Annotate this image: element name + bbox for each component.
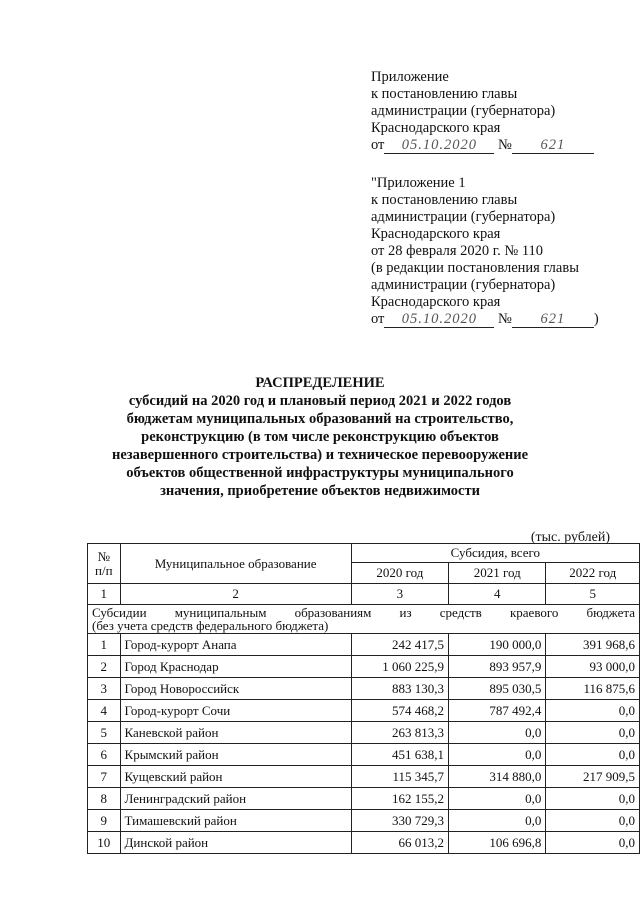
row-value-2020: 1 060 225,9 xyxy=(351,656,448,678)
appendix1-line: "Приложение 1 xyxy=(371,175,466,191)
table-row xyxy=(88,634,640,656)
row-number: 6 xyxy=(88,744,121,766)
appendix-line: Приложение xyxy=(371,69,449,85)
row-value-2022: 217 909,5 xyxy=(546,766,640,788)
header-year: 2021 год xyxy=(449,563,546,584)
appendix1-line: администрации (губернатора) xyxy=(371,209,556,225)
row-value-2020: 66 013,2 xyxy=(351,832,448,854)
column-number: 5 xyxy=(546,584,640,605)
row-value-2020: 115 345,7 xyxy=(351,766,448,788)
section-text: Субсидии муниципальным образованиям из средств краевого бюджета xyxy=(92,605,635,620)
column-number: 2 xyxy=(120,584,351,605)
row-value-2021: 895 030,5 xyxy=(449,678,546,700)
table-row xyxy=(88,744,640,766)
handwritten-date: 05.10.2020 xyxy=(384,312,494,328)
appendix-line: Краснодарского края xyxy=(371,120,501,136)
row-value-2020: 451 638,1 xyxy=(351,744,448,766)
title-line: субсидий на 2020 год и плановый период 2021 и 2022 годов xyxy=(128,393,512,409)
column-number-row xyxy=(88,584,640,605)
row-value-2021: 0,0 xyxy=(449,722,546,744)
row-value-2022: 391 968,6 xyxy=(546,634,640,656)
number-prefix: № xyxy=(498,311,512,327)
appendix-header xyxy=(371,69,594,154)
row-municipality: Крымский район xyxy=(120,744,351,766)
appendix1-date-line xyxy=(371,311,599,328)
table-row xyxy=(88,678,640,700)
title-line: незавершенного строительства) и техническое перевооружение xyxy=(111,447,529,463)
title-line: бюджетам муниципальных образований на строительство, xyxy=(126,411,514,427)
table-row xyxy=(88,700,640,722)
appendix-line: администрации (губернатора) xyxy=(371,103,556,119)
row-value-2021: 190 000,0 xyxy=(449,634,546,656)
row-value-2021: 0,0 xyxy=(449,810,546,832)
row-municipality: Каневской район xyxy=(120,722,351,744)
table-row xyxy=(88,766,640,788)
appendix1-line: Краснодарского края xyxy=(371,226,501,242)
row-number: 4 xyxy=(88,700,121,722)
header-number-text: п/п xyxy=(95,562,113,578)
handwritten-number: 621 xyxy=(512,312,594,328)
row-number: 8 xyxy=(88,788,121,810)
row-value-2021: 106 696,8 xyxy=(449,832,546,854)
row-value-2020: 574 468,2 xyxy=(351,700,448,722)
header-municipality: Муниципальное образование xyxy=(120,544,351,584)
document-title xyxy=(0,374,640,500)
appendix1-line: Краснодарского края xyxy=(371,294,501,310)
column-number: 1 xyxy=(88,584,121,605)
table-row xyxy=(88,656,640,678)
header-year: 2022 год xyxy=(546,563,640,584)
row-municipality: Город-курорт Сочи xyxy=(120,700,351,722)
header-year: 2020 год xyxy=(351,563,448,584)
row-value-2021: 314 880,0 xyxy=(449,766,546,788)
appendix-date-line xyxy=(371,137,594,154)
subsidy-table xyxy=(87,543,640,854)
row-value-2022: 0,0 xyxy=(546,722,640,744)
row-value-2020: 330 729,3 xyxy=(351,810,448,832)
row-value-2021: 787 492,4 xyxy=(449,700,546,722)
date-prefix: от xyxy=(371,137,385,153)
handwritten-number: 621 xyxy=(512,138,594,154)
closing-paren: ) xyxy=(593,311,599,327)
table-row xyxy=(88,788,640,810)
row-municipality: Город Краснодар xyxy=(120,656,351,678)
row-municipality: Тимашевский район xyxy=(120,810,351,832)
table-row xyxy=(88,722,640,744)
section-row xyxy=(88,605,640,634)
section-text: (без учета средств федерального бюджета) xyxy=(92,618,329,633)
date-prefix: от xyxy=(371,311,385,327)
row-value-2020: 242 417,5 xyxy=(351,634,448,656)
row-number: 5 xyxy=(88,722,121,744)
title-line: реконструкцию (в том числе реконструкцию объектов xyxy=(141,429,499,445)
row-value-2022: 0,0 xyxy=(546,700,640,722)
row-value-2022: 93 000,0 xyxy=(546,656,640,678)
row-value-2022: 0,0 xyxy=(546,744,640,766)
appendix1-line: администрации (губернатора) xyxy=(371,277,556,293)
appendix1-line: от 28 февраля 2020 г. № 110 xyxy=(371,243,544,259)
handwritten-date: 05.10.2020 xyxy=(384,138,494,154)
row-number: 9 xyxy=(88,810,121,832)
row-value-2021: 893 957,9 xyxy=(449,656,546,678)
row-municipality: Динской район xyxy=(120,832,351,854)
row-municipality: Кущевский район xyxy=(120,766,351,788)
units-label: (тыс. рублей) xyxy=(530,530,610,545)
appendix1-header xyxy=(371,175,599,328)
row-value-2020: 263 813,3 xyxy=(351,722,448,744)
row-number: 2 xyxy=(88,656,121,678)
row-number: 7 xyxy=(88,766,121,788)
row-value-2022: 0,0 xyxy=(546,810,640,832)
table-header-row xyxy=(88,544,640,563)
row-value-2022: 116 875,6 xyxy=(546,678,640,700)
row-number: 1 xyxy=(88,634,121,656)
header-subsidy: Субсидия, всего xyxy=(351,544,639,563)
row-municipality: Ленинградский район xyxy=(120,788,351,810)
appendix1-line: к постановлению главы xyxy=(371,192,518,208)
section-caption xyxy=(88,605,640,634)
row-value-2022: 0,0 xyxy=(546,788,640,810)
row-value-2021: 0,0 xyxy=(449,744,546,766)
table-row xyxy=(88,810,640,832)
row-value-2021: 0,0 xyxy=(449,788,546,810)
column-number: 3 xyxy=(351,584,448,605)
table-row xyxy=(88,832,640,854)
row-number: 10 xyxy=(88,832,121,854)
number-prefix: № xyxy=(498,137,512,153)
column-number: 4 xyxy=(449,584,546,605)
row-number: 3 xyxy=(88,678,121,700)
header-number-text: № xyxy=(97,548,110,564)
row-municipality: Город Новороссийск xyxy=(120,678,351,700)
title-line: объектов общественной инфраструктуры муниципального xyxy=(126,465,514,481)
row-value-2020: 162 155,2 xyxy=(351,788,448,810)
appendix1-line: (в редакции постановления главы xyxy=(371,260,579,276)
row-municipality: Город-курорт Анапа xyxy=(120,634,351,656)
row-value-2020: 883 130,3 xyxy=(351,678,448,700)
appendix-line: к постановлению главы xyxy=(371,86,518,102)
title-line: значения, приобретение объектов недвижимости xyxy=(160,483,480,499)
header-number xyxy=(88,544,121,584)
title-line: РАСПРЕДЕЛЕНИЕ xyxy=(255,375,385,391)
row-value-2022: 0,0 xyxy=(546,832,640,854)
